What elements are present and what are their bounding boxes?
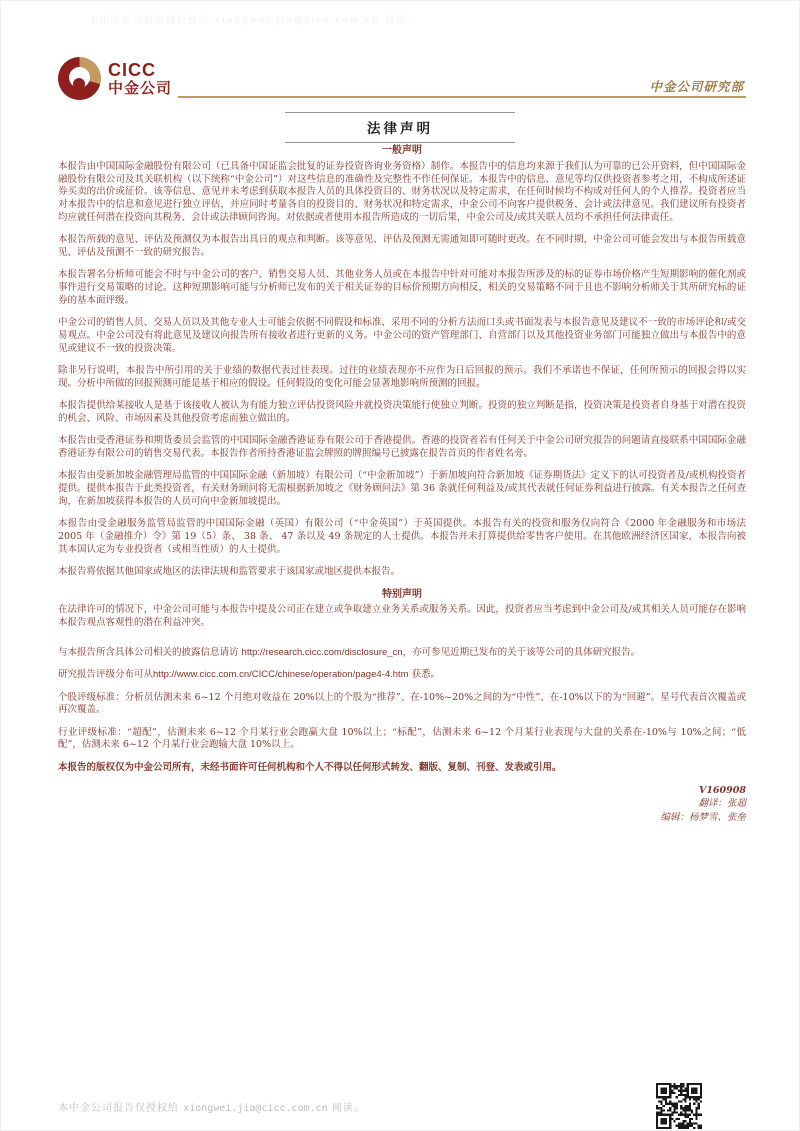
disclosure-text-after: ，亦可参见近期已发布的关于该等公司的具体研究报告。 — [402, 646, 641, 658]
disclosure-link[interactable]: http://research.cicc.com/disclosure_cn — [241, 646, 403, 658]
general-paragraph: 本报告由受香港证券和期货委员会监管的中国国际金融香港证券有限公司于香港提供。香港的投资者若有任何关于中金公司研究报告的问题请直接联系中国国际金融香港证券有限公司的销售交易代表。本报告作者所持香港证监会牌照的牌照编号已披露在报告首页的作者姓名旁。 — [58, 435, 746, 460]
colophon-block — [58, 784, 746, 825]
version-number: V160908 — [698, 784, 746, 796]
brand-name-cn: 中金公司 — [108, 80, 173, 97]
research-department-label: 中金公司研究部 — [649, 79, 744, 94]
general-paragraph: 本报告由受新加坡金融管理局监管的中国国际金融（新加坡）有限公司（“中金新加坡”）于新加坡向符合新加坡《证券期货法》定义下的认可投资者及/或机构投资者提供。提供本报告于此类投资者，有关财务顾问将无需根据新加坡之《财务顾问法》第 36 条就任何利益及/或其代表就任何证券利益进行披露。有关本报告之任何查询，在新加坡获得本报告的人员可向中金新加坡提出。 — [58, 470, 746, 508]
stock-rating-paragraph: 个股评级标准：分析员估测未来 6~12 个月绝对收益在 20%以上的个股为“推荐”、在-10%~20%之间的为“中性”、在-10%以下的为“回避”。星号代表首次覆盖或再次覆盖。 — [58, 691, 746, 716]
rating-distribution-link[interactable]: http://www.cicc.com.cn/CICC/chinese/operation/page4-4.htm — [153, 669, 409, 681]
rating-distribution-text-after: 获悉。 — [408, 669, 441, 681]
general-paragraph: 本报告将依据其他国家或地区的法律法规和监管要求于该国家或地区提供本报告。 — [58, 566, 401, 578]
footer-authorization — [58, 1099, 365, 1114]
footer-auth-before: 本中金公司报告仅授权给 — [58, 1103, 184, 1114]
header-divider — [178, 96, 746, 98]
disclaimer-content — [58, 145, 746, 824]
cicc-logo-icon — [58, 57, 101, 100]
qr-code — [656, 1083, 702, 1129]
special-paragraph: 在法律许可的情况下，中金公司可能与本报告中提及公司正在建立或争取建立业务关系或服务关系。因此，投资者应当考虑到中金公司及/或其相关人员可能存在影响本报告观点客观性的潜在利益冲突。 — [58, 604, 746, 629]
general-paragraph: 除非另行说明，本报告中所引用的关于业绩的数据代表过往表现。过往的业绩表现亦不应作为日后回报的预示。我们不承诺也不保证，任何所预示的回报会得以实现。分析中所做的回报预测可能是基于相应的假设。任何假设的变化可能会显著地影响所预测的回报。 — [58, 365, 746, 389]
top-watermark: 本中金公司报告仅授权给 xiongwei.jia@cicc.com.cn 阅读。 — [89, 16, 419, 26]
disclosure-text-before: 与本报告所含具体公司相关的披露信息请访 — [58, 646, 242, 658]
cicc-logo — [58, 57, 172, 100]
page-title-box — [285, 112, 515, 143]
rating-distribution-text-before: 研究报告评级分布可从 — [58, 669, 154, 681]
general-paragraph: 中金公司的销售人员、交易人员以及其他专业人士可能会依据不同假设和标准、采用不同的分析方法而口头或书面发表与本报告意见及建议不一致的市场评论和/或交易观点。中金公司没有将此意见及建议向报告所有接收者进行更新的义务。中金公司的资产管理部门、自营部门以及其他投资业务部门可能独立做出与本报告中的意见或建议不一致的投资决策。 — [58, 317, 746, 354]
copyright-paragraph: 本报告的版权仅为中金公司所有，未经书面许可任何机构和个人不得以任何形式转发、翻版、复制、刊登、发表或引用。 — [58, 761, 562, 773]
general-paragraph: 本报告由中国国际金融股份有限公司（已具备中国证监会批复的证券投资咨询业务资格）制作。本报告中的信息均来源于我们认为可靠的已公开资料，但中国国际金融股份有限公司及其关联机构（以下统称“中金公司”）对这些信息的准确性及完整性不作任何保证。本报告中的信息、意见等均仅供投资者参考之用，不构成所述证券买卖的出价或征价。该等信息、意见并未考虑到获取本报告人员的具体投资目的、财务状况以及特定需求，在任何时候均不构成对任何人的个人推荐。投资者应当对本报告中的信息和意见进行独立评估，并应同时考量各自的投资目的、财务状况和特定需求，中金公司不向客户提供税务、会计或法律意见。我们建议所有投资者均应就任何潜在投资向其税务、会计或法律顾问咨询。对依据或者使用本报告所造成的一切后果，中金公司及/或其关联人员均不承担任何法律责任。 — [58, 160, 746, 223]
industry-rating-paragraph: 行业评级标准：“超配”，估测未来 6~12 个月某行业会跑赢大盘 10%以上；“标配”，估测未来 6~12 个月某行业表现与大盘的关系在-10%与 10%之间；“低配”，估测未来 6~12 个月某行业会跑输大盘 10%以上。 — [58, 726, 746, 751]
footer-auth-after: 阅读。 — [327, 1103, 365, 1114]
rating-distribution-paragraph — [58, 669, 746, 682]
general-paragraph: 本报告提供给某接收人是基于该接收人被认为有能力独立评估投资风险并就投资决策能行使独立判断。投资的独立判断是指，投资决策是投资者自身基于对潜在投资的机会、风险、市场因素及其他投资考虑而独立做出的。 — [58, 400, 746, 425]
disclosure-paragraph — [58, 647, 746, 660]
page-title: 法律声明 — [367, 121, 433, 137]
cicc-logo-text — [108, 61, 172, 96]
general-paragraph: 本报告由受金融服务监管局监管的中国国际金融（英国）有限公司（“中金英国”）于英国提供。本报告有关的投资和服务仅向符合《2000 年金融服务和市场法 2005 年（金融推介）令》第 19（5）条、 38 条、 47 条以及 49 条规定的人士提供。本报告并未打算提供给零售客户使用。在其他欧洲经济区国家，本报告向被其本国认定为专业投资者（或相当性质）的人士提供。 — [58, 518, 746, 555]
general-paragraph: 本报告所载的意见、评估及预测仅为本报告出具日的观点和判断。该等意见、评估及预测无需通知即可随时更改。在不同时期，中金公司可能会发出与本报告所载意见、评估及预测不一致的研究报告。 — [58, 234, 746, 259]
authorized-email: xiongwei.jia@cicc.com.cn — [183, 1103, 328, 1114]
general-statement-heading: 一般声明 — [382, 145, 422, 156]
general-paragraph: 本报告署名分析师可能会不时与中金公司的客户、销售交易人员、其他业务人员或在本报告中针对可能对本报告所涉及的标的证券市场价格产生短期影响的催化剂或事件进行交易策略的讨论。这种短期影响可能与分析师已发布的关于相关证券的目标价预期方向相反，相关的交易策略不同于且也不影响分析师关于其所研究标的证券的基本面评级。 — [58, 269, 746, 306]
brand-name-en: CICC — [108, 60, 156, 80]
translator-credit: 翻译：张超 — [698, 798, 746, 810]
editor-credit: 编辑：杨梦雪、张垒 — [660, 811, 746, 823]
special-statement-heading: 特别声明 — [382, 588, 422, 600]
